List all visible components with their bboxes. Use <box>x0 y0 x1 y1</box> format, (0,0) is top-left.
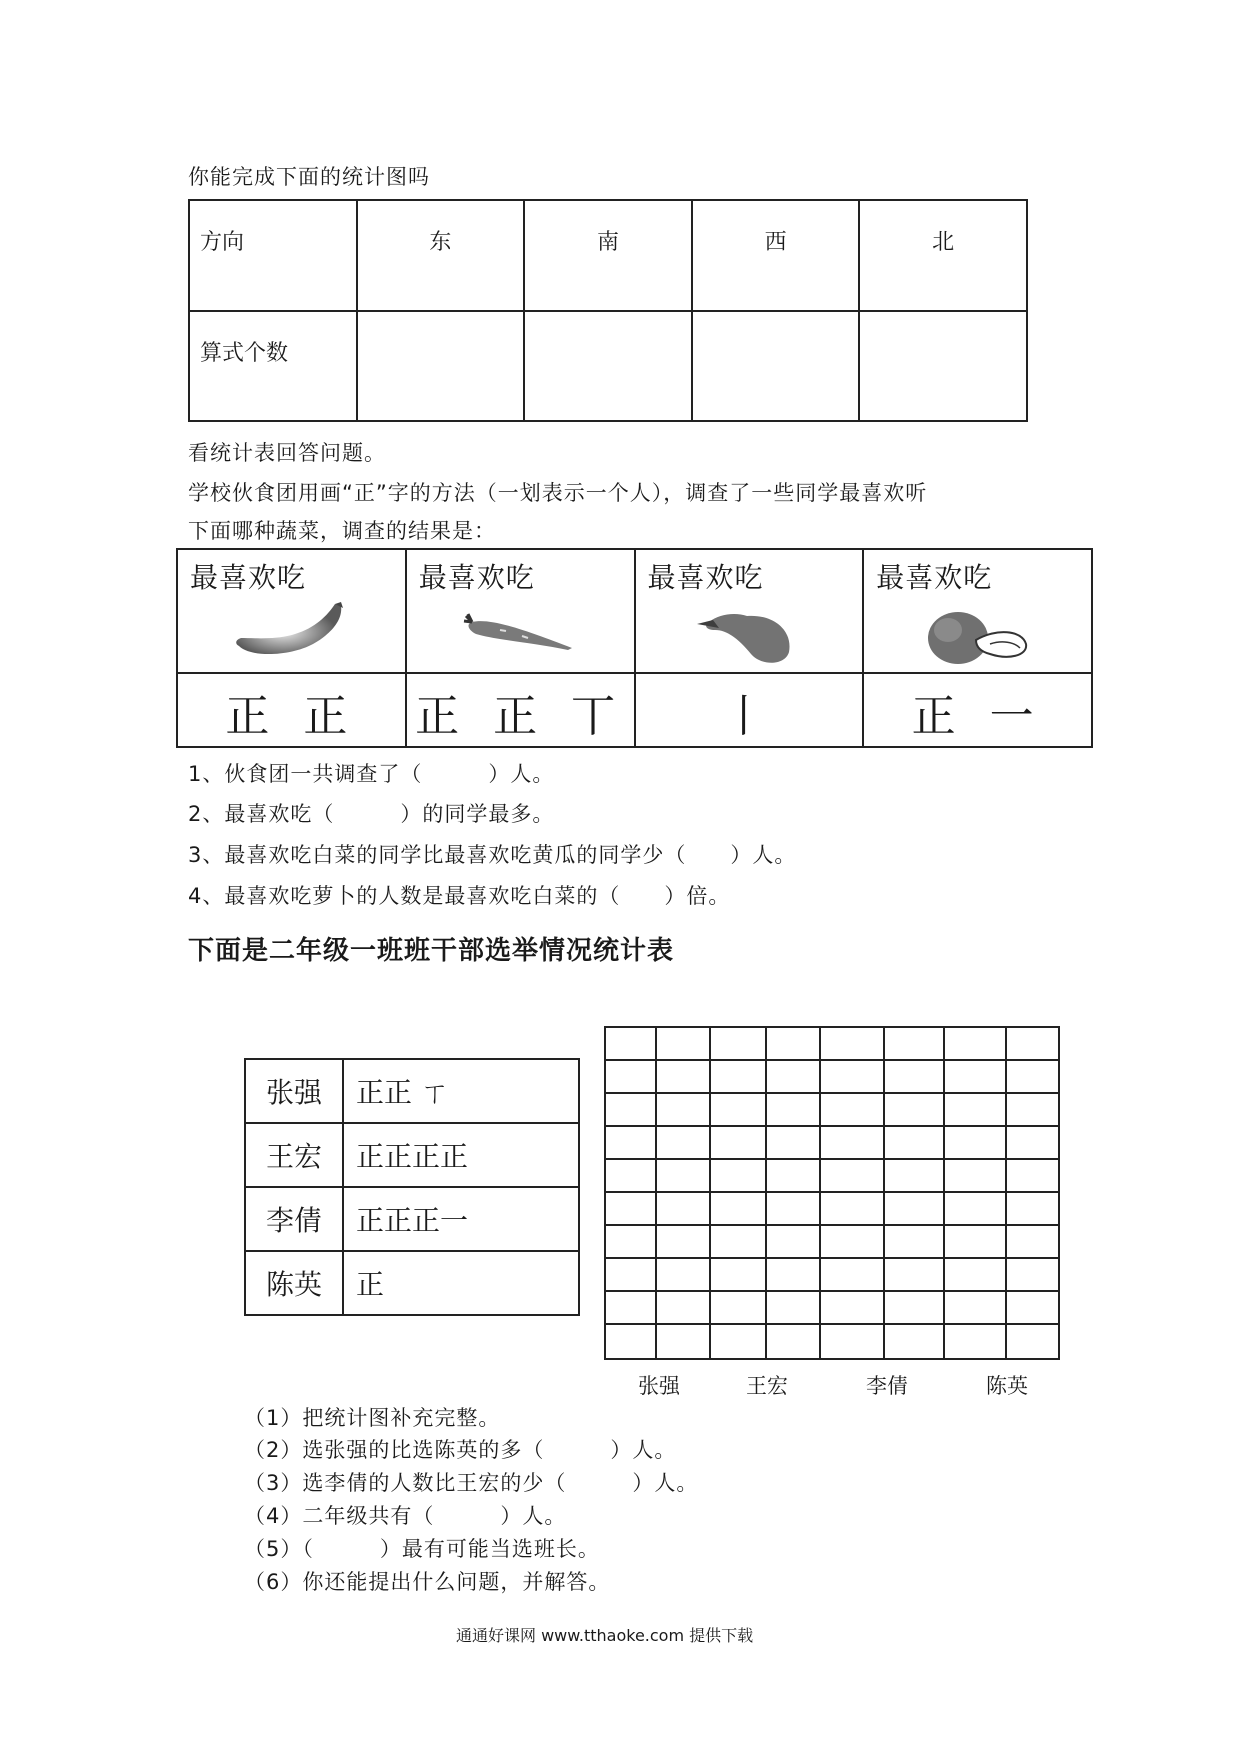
cucumber-icon <box>231 600 351 662</box>
section2-desc-line2: 下面哪种蔬菜，调查的结果是： <box>188 519 496 543</box>
chart-x-label: 张强 <box>638 1374 680 1398</box>
candidate-tally: 正正正正 <box>343 1123 579 1187</box>
candidate-tally: 正 <box>343 1251 579 1315</box>
candidate-name: 李倩 <box>245 1187 343 1251</box>
veg-label: 最喜欢吃 <box>190 561 307 594</box>
question-3: 3、最喜欢吃白菜的同学比最喜欢吃黄瓜的同学少（ ）人。 <box>188 843 797 867</box>
row-label-count: 算式个数 <box>189 311 357 422</box>
question-4: 4、最喜欢吃萝卜的人数是最喜欢吃白菜的（ ）倍。 <box>188 884 731 908</box>
candidate-name: 王宏 <box>245 1123 343 1187</box>
sub-question-2: （2）选张强的比选陈英的多（ ）人。 <box>244 1438 677 1462</box>
candidate-tally: 正正 ㄒ <box>343 1059 579 1123</box>
vegetable-table <box>176 548 1093 748</box>
veg-cell-eggplant <box>635 549 864 673</box>
question-2: 2、最喜欢吃（ ）的同学最多。 <box>188 802 555 826</box>
tally-eggplant: 丨 <box>635 673 864 747</box>
section3-title: 下面是二年级一班班干部选举情况统计表 <box>188 936 675 966</box>
cell-east <box>357 311 525 422</box>
chart-x-label: 李倩 <box>866 1374 908 1398</box>
chart-x-label: 王宏 <box>746 1374 788 1398</box>
footer-text: 通通好课网 www.tthaoke.com 提供下载 <box>456 1626 754 1645</box>
section2-desc-line1: 学校伙食团用画“正”字的方法（一划表示一个人），调查了一些同学最喜欢听 <box>188 481 928 505</box>
blank-bar-chart-grid <box>604 1026 1060 1360</box>
candidate-name: 张强 <box>245 1059 343 1123</box>
header-east: 东 <box>357 200 525 311</box>
candidate-name: 陈英 <box>245 1251 343 1315</box>
header-west: 西 <box>692 200 860 311</box>
veg-cell-cucumber <box>177 549 406 673</box>
header-south: 南 <box>524 200 692 311</box>
veg-label: 最喜欢吃 <box>418 561 535 594</box>
tally-cabbage: 正 一 <box>863 673 1092 747</box>
cell-north <box>859 311 1027 422</box>
tally-cucumber: 正 正 <box>177 673 406 747</box>
sub-question-3: （3）选李倩的人数比王宏的少（ ）人。 <box>244 1471 699 1495</box>
veg-label: 最喜欢吃 <box>647 561 764 594</box>
chart-x-label: 陈英 <box>986 1374 1028 1398</box>
election-table <box>244 1058 580 1316</box>
question-1: 1、伙食团一共调查了（ ）人。 <box>188 762 555 786</box>
intro-text: 你能完成下面的统计图吗 <box>188 165 430 189</box>
sub-question-6: （6）你还能提出什么问题，并解答。 <box>244 1570 611 1594</box>
veg-cell-carrot <box>406 549 635 673</box>
direction-table <box>188 199 1028 422</box>
veg-label: 最喜欢吃 <box>876 561 993 594</box>
veg-cell-cabbage <box>863 549 1092 673</box>
sub-question-4: （4）二年级共有（ ）人。 <box>244 1504 567 1528</box>
cell-west <box>692 311 860 422</box>
tally-carrot: 正 正 丅 <box>406 673 635 747</box>
header-north: 北 <box>859 200 1027 311</box>
sub-question-1: （1）把统计图补充完整。 <box>244 1406 501 1430</box>
sub-question-5: （5）（ ）最有可能当选班长。 <box>244 1537 600 1561</box>
cell-south <box>524 311 692 422</box>
header-direction: 方向 <box>189 200 357 311</box>
eggplant-icon <box>689 600 809 670</box>
cabbage-icon <box>918 600 1038 670</box>
section2-title: 看统计表回答问题。 <box>188 441 386 465</box>
carrot-icon <box>460 600 580 662</box>
candidate-tally: 正正正一 <box>343 1187 579 1251</box>
